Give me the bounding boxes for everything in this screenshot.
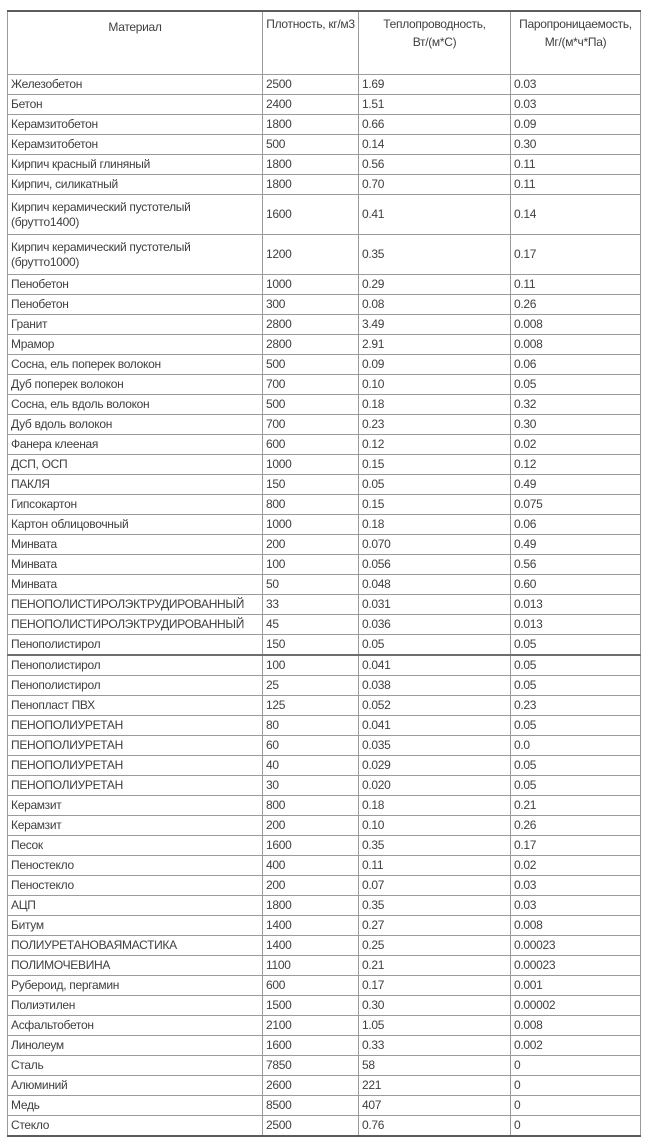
col-header-permeability: Паропроницаемость, Мг/(м*ч*Па) [511, 11, 641, 75]
header-row [8, 11, 641, 75]
cell-permeability: 0 [511, 1096, 641, 1116]
cell-density: 25 [263, 676, 359, 696]
table-row [8, 696, 641, 716]
table-row [8, 1056, 641, 1076]
cell-density: 200 [263, 816, 359, 836]
table-row [8, 1076, 641, 1096]
table-row [8, 235, 641, 275]
cell-density: 2400 [263, 95, 359, 115]
table-row [8, 555, 641, 575]
cell-permeability: 0.008 [511, 335, 641, 355]
cell-permeability: 0.05 [511, 756, 641, 776]
cell-conductivity: 0.05 [359, 635, 511, 656]
cell-material: Кирпич красный глиняный [8, 155, 263, 175]
table-row [8, 816, 641, 836]
cell-material: Сосна, ель вдоль волокон [8, 395, 263, 415]
cell-permeability: 0.09 [511, 115, 641, 135]
cell-conductivity: 0.031 [359, 595, 511, 615]
cell-conductivity: 0.10 [359, 375, 511, 395]
cell-density: 200 [263, 535, 359, 555]
cell-density: 2600 [263, 1076, 359, 1096]
table-row [8, 115, 641, 135]
table-row [8, 315, 641, 335]
cell-conductivity: 0.35 [359, 235, 511, 275]
cell-conductivity: 0.041 [359, 716, 511, 736]
cell-permeability: 0.013 [511, 615, 641, 635]
cell-material: Керамзит [8, 816, 263, 836]
cell-density: 1800 [263, 175, 359, 195]
cell-conductivity: 0.56 [359, 155, 511, 175]
cell-material: ПЕНОПОЛИУРЕТАН [8, 776, 263, 796]
cell-conductivity: 0.18 [359, 796, 511, 816]
cell-density: 60 [263, 736, 359, 756]
cell-density: 80 [263, 716, 359, 736]
cell-conductivity: 407 [359, 1096, 511, 1116]
cell-conductivity: 0.41 [359, 195, 511, 235]
cell-conductivity: 0.70 [359, 175, 511, 195]
table-row [8, 1096, 641, 1116]
table-row [8, 155, 641, 175]
table-row [8, 1016, 641, 1036]
cell-material: Кирпич керамический пустотелый (брутто1400) [8, 195, 263, 235]
cell-density: 1600 [263, 195, 359, 235]
cell-conductivity: 1.05 [359, 1016, 511, 1036]
cell-conductivity: 0.35 [359, 896, 511, 916]
cell-conductivity: 0.048 [359, 575, 511, 595]
cell-permeability: 0.008 [511, 315, 641, 335]
cell-material: Сталь [8, 1056, 263, 1076]
cell-conductivity: 1.51 [359, 95, 511, 115]
cell-material: ПЕНОПОЛИУРЕТАН [8, 756, 263, 776]
cell-density: 500 [263, 395, 359, 415]
cell-permeability: 0.00002 [511, 996, 641, 1016]
cell-density: 2100 [263, 1016, 359, 1036]
cell-density: 700 [263, 375, 359, 395]
cell-material: Фанера клееная [8, 435, 263, 455]
cell-permeability: 0.075 [511, 495, 641, 515]
cell-permeability: 0.06 [511, 355, 641, 375]
table-row [8, 976, 641, 996]
table-header [8, 11, 641, 75]
cell-conductivity: 0.33 [359, 1036, 511, 1056]
table-row [8, 776, 641, 796]
cell-density: 50 [263, 575, 359, 595]
table-row [8, 956, 641, 976]
table-row [8, 756, 641, 776]
cell-density: 1600 [263, 836, 359, 856]
cell-material: Минвата [8, 535, 263, 555]
table-row [8, 75, 641, 95]
cell-density: 600 [263, 976, 359, 996]
cell-conductivity: 0.15 [359, 495, 511, 515]
cell-permeability: 0.30 [511, 135, 641, 155]
table-row [8, 796, 641, 816]
cell-permeability: 0 [511, 1076, 641, 1096]
col-header-density: Плотность, кг/м3 [263, 11, 359, 75]
cell-conductivity: 0.08 [359, 295, 511, 315]
cell-material: ПЕНОПОЛИСТИРОЛЭКТРУДИРОВАННЫЙ [8, 615, 263, 635]
table-row [8, 475, 641, 495]
cell-density: 1800 [263, 155, 359, 175]
table-row [8, 455, 641, 475]
cell-density: 400 [263, 856, 359, 876]
table-row [8, 175, 641, 195]
cell-density: 33 [263, 595, 359, 615]
cell-density: 45 [263, 615, 359, 635]
table-row [8, 575, 641, 595]
table-row [8, 95, 641, 115]
cell-conductivity: 0.07 [359, 876, 511, 896]
cell-conductivity: 0.041 [359, 655, 511, 676]
cell-material: Пеностекло [8, 876, 263, 896]
cell-density: 800 [263, 495, 359, 515]
cell-material: ПЕНОПОЛИУРЕТАН [8, 736, 263, 756]
cell-permeability: 0.03 [511, 95, 641, 115]
cell-permeability: 0.00023 [511, 936, 641, 956]
cell-material: Керамзитобетон [8, 135, 263, 155]
cell-density: 8500 [263, 1096, 359, 1116]
table-row [8, 655, 641, 676]
cell-density: 700 [263, 415, 359, 435]
cell-permeability: 0.05 [511, 676, 641, 696]
cell-permeability: 0.17 [511, 836, 641, 856]
table-row [8, 736, 641, 756]
cell-permeability: 0.23 [511, 696, 641, 716]
cell-material: Дуб вдоль волокон [8, 415, 263, 435]
cell-permeability: 0.013 [511, 595, 641, 615]
cell-permeability: 0.60 [511, 575, 641, 595]
cell-material: Минвата [8, 555, 263, 575]
table-row [8, 275, 641, 295]
cell-permeability: 0.002 [511, 1036, 641, 1056]
cell-conductivity: 0.18 [359, 395, 511, 415]
cell-conductivity: 0.020 [359, 776, 511, 796]
table-row [8, 996, 641, 1016]
cell-conductivity: 0.23 [359, 415, 511, 435]
cell-permeability: 0.49 [511, 535, 641, 555]
cell-permeability: 0 [511, 1056, 641, 1076]
table-row [8, 1116, 641, 1137]
cell-permeability: 0.56 [511, 555, 641, 575]
cell-permeability: 0.05 [511, 375, 641, 395]
cell-material: Мрамор [8, 335, 263, 355]
cell-conductivity: 0.052 [359, 696, 511, 716]
table-row [8, 195, 641, 235]
cell-permeability: 0.008 [511, 916, 641, 936]
table-row [8, 595, 641, 615]
cell-permeability: 0.26 [511, 295, 641, 315]
cell-density: 7850 [263, 1056, 359, 1076]
table-row [8, 295, 641, 315]
cell-material: ПАКЛЯ [8, 475, 263, 495]
cell-conductivity: 0.05 [359, 475, 511, 495]
cell-density: 100 [263, 555, 359, 575]
table-row [8, 135, 641, 155]
cell-density: 800 [263, 796, 359, 816]
cell-permeability: 0.26 [511, 816, 641, 836]
table-row [8, 415, 641, 435]
cell-conductivity: 0.14 [359, 135, 511, 155]
cell-permeability: 0.02 [511, 856, 641, 876]
cell-density: 1400 [263, 936, 359, 956]
cell-material: Бетон [8, 95, 263, 115]
cell-conductivity: 0.035 [359, 736, 511, 756]
cell-conductivity: 0.30 [359, 996, 511, 1016]
cell-density: 500 [263, 135, 359, 155]
cell-density: 1800 [263, 896, 359, 916]
cell-density: 500 [263, 355, 359, 375]
cell-material: Пенополистирол [8, 655, 263, 676]
cell-permeability: 0.11 [511, 175, 641, 195]
cell-material: ПЕНОПОЛИСТИРОЛЭКТРУДИРОВАННЫЙ [8, 595, 263, 615]
table-row [8, 335, 641, 355]
cell-conductivity: 0.10 [359, 816, 511, 836]
table-row [8, 856, 641, 876]
cell-density: 2500 [263, 1116, 359, 1137]
cell-density: 100 [263, 655, 359, 676]
cell-material: Картон облицовочный [8, 515, 263, 535]
table-row [8, 936, 641, 956]
table-row [8, 615, 641, 635]
cell-density: 600 [263, 435, 359, 455]
cell-permeability: 0.32 [511, 395, 641, 415]
table-row [8, 836, 641, 856]
cell-conductivity: 0.25 [359, 936, 511, 956]
table-row [8, 535, 641, 555]
cell-conductivity: 0.070 [359, 535, 511, 555]
table-body [8, 75, 641, 1137]
cell-density: 200 [263, 876, 359, 896]
cell-conductivity: 58 [359, 1056, 511, 1076]
cell-material: Медь [8, 1096, 263, 1116]
cell-material: Сосна, ель поперек волокон [8, 355, 263, 375]
table-row [8, 635, 641, 656]
cell-material: Стекло [8, 1116, 263, 1137]
cell-density: 1100 [263, 956, 359, 976]
cell-density: 125 [263, 696, 359, 716]
cell-material: Пенопласт ПВХ [8, 696, 263, 716]
cell-permeability: 0.06 [511, 515, 641, 535]
cell-conductivity: 0.12 [359, 435, 511, 455]
cell-material: Пенополистирол [8, 676, 263, 696]
cell-conductivity: 221 [359, 1076, 511, 1096]
materials-table [7, 10, 641, 1137]
cell-material: ПЕНОПОЛИУРЕТАН [8, 716, 263, 736]
cell-conductivity: 1.69 [359, 75, 511, 95]
table-row [8, 495, 641, 515]
cell-material: Асфальтобетон [8, 1016, 263, 1036]
cell-permeability: 0.05 [511, 635, 641, 656]
cell-permeability: 0.14 [511, 195, 641, 235]
cell-permeability: 0.30 [511, 415, 641, 435]
cell-permeability: 0.03 [511, 75, 641, 95]
cell-density: 2800 [263, 315, 359, 335]
cell-material: АЦП [8, 896, 263, 916]
cell-material: Железобетон [8, 75, 263, 95]
cell-permeability: 0.49 [511, 475, 641, 495]
cell-conductivity: 0.11 [359, 856, 511, 876]
cell-density: 40 [263, 756, 359, 776]
cell-conductivity: 0.09 [359, 355, 511, 375]
table-row [8, 716, 641, 736]
cell-conductivity: 2.91 [359, 335, 511, 355]
cell-material: Керамзитобетон [8, 115, 263, 135]
table-row [8, 1036, 641, 1056]
cell-density: 30 [263, 776, 359, 796]
cell-permeability: 0.17 [511, 235, 641, 275]
cell-conductivity: 0.76 [359, 1116, 511, 1137]
cell-material: Алюминий [8, 1076, 263, 1096]
cell-permeability: 0.05 [511, 655, 641, 676]
cell-permeability: 0.11 [511, 155, 641, 175]
cell-permeability: 0.03 [511, 896, 641, 916]
table-row [8, 896, 641, 916]
cell-conductivity: 0.29 [359, 275, 511, 295]
cell-density: 1000 [263, 275, 359, 295]
cell-conductivity: 0.038 [359, 676, 511, 696]
cell-material: Кирпич керамический пустотелый (брутто1000) [8, 235, 263, 275]
cell-permeability: 0.11 [511, 275, 641, 295]
cell-material: Пенополистирол [8, 635, 263, 656]
table-row [8, 395, 641, 415]
cell-permeability: 0.05 [511, 716, 641, 736]
cell-material: Гранит [8, 315, 263, 335]
cell-density: 1000 [263, 515, 359, 535]
cell-permeability: 0.21 [511, 796, 641, 816]
cell-material: ПОЛИМОЧЕВИНА [8, 956, 263, 976]
cell-permeability: 0.00023 [511, 956, 641, 976]
cell-density: 2500 [263, 75, 359, 95]
cell-conductivity: 0.17 [359, 976, 511, 996]
table-row [8, 435, 641, 455]
cell-conductivity: 0.27 [359, 916, 511, 936]
cell-permeability: 0 [511, 1116, 641, 1137]
cell-permeability: 0.12 [511, 455, 641, 475]
cell-material: ДСП, ОСП [8, 455, 263, 475]
cell-material: Полиэтилен [8, 996, 263, 1016]
cell-material: Дуб поперек волокон [8, 375, 263, 395]
cell-conductivity: 0.66 [359, 115, 511, 135]
table-row [8, 676, 641, 696]
cell-material: Керамзит [8, 796, 263, 816]
table-row [8, 876, 641, 896]
cell-permeability: 0.05 [511, 776, 641, 796]
cell-density: 1200 [263, 235, 359, 275]
cell-conductivity: 0.15 [359, 455, 511, 475]
col-header-material: Материал [8, 11, 263, 75]
table-row [8, 375, 641, 395]
cell-conductivity: 0.18 [359, 515, 511, 535]
cell-material: Минвата [8, 575, 263, 595]
cell-conductivity: 0.029 [359, 756, 511, 776]
cell-material: Рубероид, пергамин [8, 976, 263, 996]
col-header-conductivity: Теплопроводность, Вт/(м*С) [359, 11, 511, 75]
cell-conductivity: 0.35 [359, 836, 511, 856]
cell-material: Кирпич, силикатный [8, 175, 263, 195]
cell-material: Пенобетон [8, 295, 263, 315]
table-row [8, 355, 641, 375]
cell-permeability: 0.03 [511, 876, 641, 896]
cell-conductivity: 0.036 [359, 615, 511, 635]
materials-table-container [7, 10, 640, 1137]
cell-permeability: 0.008 [511, 1016, 641, 1036]
cell-density: 1400 [263, 916, 359, 936]
cell-conductivity: 0.21 [359, 956, 511, 976]
cell-material: Песок [8, 836, 263, 856]
cell-material: Пеностекло [8, 856, 263, 876]
cell-material: Линолеум [8, 1036, 263, 1056]
cell-conductivity: 0.056 [359, 555, 511, 575]
cell-density: 1800 [263, 115, 359, 135]
cell-density: 150 [263, 475, 359, 495]
cell-density: 1000 [263, 455, 359, 475]
cell-permeability: 0.0 [511, 736, 641, 756]
cell-density: 150 [263, 635, 359, 656]
cell-material: ПОЛИУРЕТАНОВАЯМАСТИКА [8, 936, 263, 956]
cell-conductivity: 3.49 [359, 315, 511, 335]
cell-permeability: 0.02 [511, 435, 641, 455]
cell-density: 1600 [263, 1036, 359, 1056]
table-row [8, 916, 641, 936]
cell-material: Гипсокартон [8, 495, 263, 515]
cell-density: 2800 [263, 335, 359, 355]
cell-density: 300 [263, 295, 359, 315]
table-row [8, 515, 641, 535]
cell-material: Битум [8, 916, 263, 936]
cell-density: 1500 [263, 996, 359, 1016]
cell-permeability: 0.001 [511, 976, 641, 996]
cell-material: Пенобетон [8, 275, 263, 295]
